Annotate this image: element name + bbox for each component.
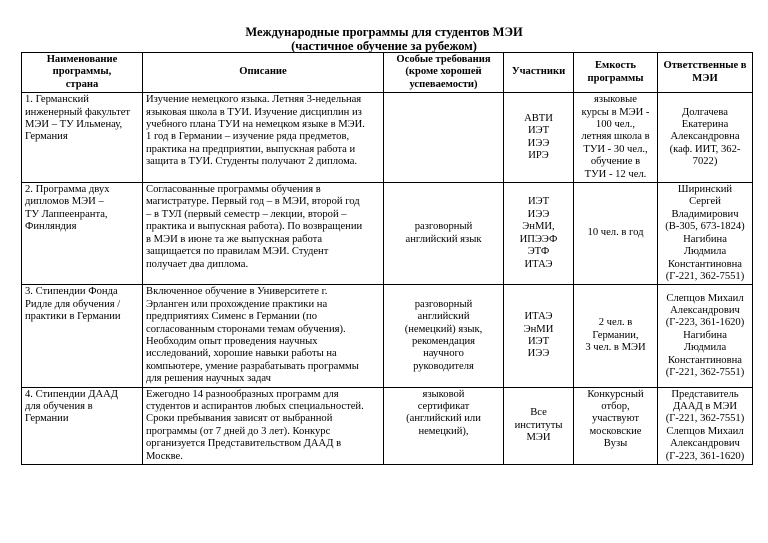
cell-line: Слепцов Михаил xyxy=(666,425,744,437)
cell-line: 100 чел., xyxy=(595,119,636,131)
cell-line: Нагибина xyxy=(683,329,727,341)
cell-participants xyxy=(504,183,574,285)
cell-line: ТУИ - 30 чел., xyxy=(583,143,648,155)
cell-requirements xyxy=(384,387,504,464)
cell-line: для обучения в xyxy=(25,400,93,412)
cell-line: согласованным сторонами темам обучения). xyxy=(146,323,346,335)
cell-line: ТУ Лаппеенранта, xyxy=(25,208,108,220)
cell-line: Константиновна xyxy=(668,354,742,366)
cell-line: организуется Представительством ДААД в xyxy=(146,438,342,450)
cell-line: Долгачева xyxy=(682,106,728,118)
cell-line: Изучение немецкого языка. Летняя 3-недельная xyxy=(146,94,362,106)
cell-capacity xyxy=(574,183,658,285)
cell-line: Ридле для обучения / xyxy=(25,298,121,310)
cell-line: практика и выпускная работа). По возвращении xyxy=(146,221,363,233)
cell-line: Ежегодно 14 разнообразных программ для xyxy=(146,388,339,400)
cell-line: 4. Стипендии ДААД xyxy=(25,388,118,400)
cell-line: Екатерина xyxy=(681,119,729,131)
cell-line: АВТИ xyxy=(524,112,553,124)
cell-line: студентов и аспирантов любых специальностей. xyxy=(146,400,364,412)
cell-line: ИЭТ xyxy=(527,196,550,208)
cell-line: Германии xyxy=(25,413,69,425)
cell-participants xyxy=(504,285,574,387)
cell-line: Описание xyxy=(239,66,287,78)
cell-line: 1 год в Германии – изучение ряда предметов, xyxy=(146,131,350,143)
cell-line: программы xyxy=(587,72,644,84)
cell-line: Ответственные в xyxy=(663,60,747,72)
cell-line: (немецкий) язык, xyxy=(404,323,483,335)
cell-line: Представитель xyxy=(671,388,739,400)
cell-line: (Г-223, 361-1620) xyxy=(665,450,745,462)
cell-line: (Г-221, 362-7551) xyxy=(665,413,745,425)
cell-description xyxy=(143,183,384,285)
cell-line: 1. Германский xyxy=(25,94,89,106)
cell-line: ИРЭ xyxy=(528,150,549,162)
header-responsible xyxy=(658,53,753,93)
cell-responsible xyxy=(658,285,753,387)
cell-line: 10 чел. в год xyxy=(587,227,644,239)
cell-line: – в ТУЛ (первый семестр – лекции, второй – xyxy=(146,208,347,220)
table-row xyxy=(22,387,753,464)
cell-line: 2. Программа двух xyxy=(25,184,110,196)
cell-line: немецкий), xyxy=(418,425,469,437)
cell-responsible xyxy=(658,387,753,464)
cell-line: Людмила xyxy=(683,246,727,258)
cell-line: практика на предприятии, выпускная работа и xyxy=(146,143,356,155)
cell-program-name xyxy=(22,285,143,387)
cell-line: (кроме хорошей xyxy=(405,66,482,78)
cell-line: разговорный xyxy=(414,221,473,233)
cell-line: (Г-221, 362-7551) xyxy=(665,270,745,282)
cell-line: Александровна xyxy=(670,131,740,143)
cell-line: защита в ТУИ. Студенты получают 2 диплома. xyxy=(146,156,358,168)
page-title: Международные программы для студентов МЭИ xyxy=(245,25,523,39)
programs-table xyxy=(21,52,753,465)
cell-line: (каф. ИИТ, 362- xyxy=(669,143,741,155)
cell-line: Германии, xyxy=(592,329,639,341)
cell-participants xyxy=(504,387,574,464)
table-row xyxy=(22,93,753,183)
cell-line: ТУИ - 12 чел. xyxy=(584,168,647,180)
cell-line: защищается по правилам МЭИ. Студент xyxy=(146,246,329,258)
cell-line: для решения научных задач xyxy=(146,373,271,385)
cell-line: Слепцов Михаил xyxy=(666,292,744,304)
cell-line: исследований, хорошие навыки работы на xyxy=(146,348,337,360)
cell-line: Наименование xyxy=(46,54,118,65)
cell-line: 3. Стипендии Фонда xyxy=(25,286,118,298)
cell-line: ИТАЭ xyxy=(524,258,553,270)
cell-line: программы (от 7 дней до 3 лет). Конкурс xyxy=(146,425,331,437)
cell-line: ЭнМИ xyxy=(523,323,554,335)
cell-line: московские xyxy=(589,425,642,437)
cell-line: Нагибина xyxy=(683,233,727,245)
table-row xyxy=(22,285,753,387)
cell-line: ЭТФ xyxy=(527,246,550,258)
cell-line: МЭИ xyxy=(692,72,718,84)
cell-line: получает два диплома. xyxy=(146,258,249,270)
cell-line: ИЭТ xyxy=(527,335,550,347)
cell-line: страна xyxy=(65,78,99,90)
cell-line: институты xyxy=(514,419,563,431)
cell-line: разговорный xyxy=(414,298,473,310)
cell-line: 7022) xyxy=(692,156,718,168)
header-name xyxy=(22,53,143,93)
cell-line: Необходим опыт проведения научных xyxy=(146,335,318,347)
cell-line: магистратуре. Первый год – в МЭИ, второй год xyxy=(146,196,360,208)
cell-line: Сроки пребывания зависят от выбранной xyxy=(146,413,333,425)
cell-line: Вузы xyxy=(603,438,628,450)
cell-line: Александрович xyxy=(670,304,740,316)
cell-line: летняя школа в xyxy=(581,131,650,143)
header-capacity xyxy=(574,53,658,93)
cell-line: научного xyxy=(423,348,464,360)
cell-line: Константиновна xyxy=(668,258,742,270)
cell-program-name xyxy=(22,93,143,183)
cell-line: Москве. xyxy=(146,450,183,462)
cell-description xyxy=(143,285,384,387)
cell-line: предприятиях Сименс в Германии (по xyxy=(146,311,317,323)
cell-requirements xyxy=(384,285,504,387)
table-row xyxy=(22,183,753,285)
cell-line: Эрланген или прохождение практики на xyxy=(146,298,328,310)
cell-line: 2 чел. в xyxy=(598,317,633,329)
cell-requirements xyxy=(384,93,504,183)
cell-description xyxy=(143,387,384,464)
cell-line: в МЭИ в июне та же выпускная работа xyxy=(146,233,323,245)
cell-line: языковая школа в ТУИ. Изучение дисциплин из xyxy=(146,106,362,118)
cell-line: Александрович xyxy=(670,438,740,450)
cell-program-name xyxy=(22,183,143,285)
cell-line: языковой xyxy=(422,388,465,400)
cell-line: английский язык xyxy=(405,233,482,245)
cell-line: Особые требования xyxy=(396,54,491,65)
cell-line: ИЭЭ xyxy=(527,348,550,360)
cell-line: обучение в xyxy=(590,156,641,168)
cell-line: Финляндия xyxy=(25,221,77,233)
cell-line: сертификат xyxy=(417,400,470,412)
cell-line: Согласованные программы обучения в xyxy=(146,184,321,196)
cell-line: инженерный факультет xyxy=(25,106,131,118)
cell-line: языковые xyxy=(594,94,637,106)
cell-line: учебного плана ТУИ на немецком языке в МЭИ. xyxy=(146,119,365,131)
table-header-row xyxy=(22,53,753,93)
cell-line: Конкурсный xyxy=(587,388,644,400)
cell-capacity xyxy=(574,285,658,387)
cell-line: Участники xyxy=(511,66,566,78)
cell-line: Владимирович xyxy=(671,208,739,220)
cell-line: (В-305, 673-1824) xyxy=(665,221,745,233)
cell-program-name xyxy=(22,387,143,464)
cell-line: Все xyxy=(530,407,547,419)
cell-line: Включенное обучение в Университете г. xyxy=(146,286,328,298)
page-subtitle: (частичное обучение за рубежом) xyxy=(291,39,477,53)
cell-line: Сергей xyxy=(689,196,721,208)
cell-line: дипломов МЭИ – xyxy=(25,196,104,208)
cell-capacity xyxy=(574,387,658,464)
cell-line: ИЭЭ xyxy=(527,208,550,220)
cell-line: курсы в МЭИ - xyxy=(581,106,650,118)
cell-line: Людмила xyxy=(683,342,727,354)
cell-line: компьютере, умение разрабатывать программы xyxy=(146,360,359,372)
cell-line: МЭИ – ТУ Ильменау, xyxy=(25,119,123,131)
cell-line: рекомендация xyxy=(411,335,476,347)
cell-line: ИПЭЭФ xyxy=(519,233,558,245)
cell-line: практики в Германии xyxy=(25,311,121,323)
cell-requirements xyxy=(384,183,504,285)
cell-line: ЭнМИ, xyxy=(522,221,555,233)
cell-line: (Г-223, 361-1620) xyxy=(665,317,745,329)
cell-line: Ширинский xyxy=(677,184,733,196)
cell-line: ДААД в МЭИ xyxy=(672,400,738,412)
cell-line: программы, xyxy=(52,66,112,78)
cell-line: МЭИ xyxy=(526,431,551,443)
cell-responsible xyxy=(658,183,753,285)
cell-line: Германия xyxy=(25,131,68,143)
cell-capacity xyxy=(574,93,658,183)
cell-line: участвуют xyxy=(592,413,639,425)
cell-participants xyxy=(504,93,574,183)
cell-line: английский xyxy=(417,311,470,323)
cell-line: руководителя xyxy=(413,360,474,372)
cell-line: Емкость xyxy=(594,60,637,72)
cell-line: (Г-221, 362-7551) xyxy=(665,366,745,378)
header-participants xyxy=(504,53,574,93)
cell-line: отбор, xyxy=(601,400,630,412)
cell-line: ИЭТ xyxy=(527,125,550,137)
cell-line: 3 чел. в МЭИ xyxy=(585,342,646,354)
cell-line: (английский или xyxy=(406,413,481,425)
cell-description xyxy=(143,93,384,183)
cell-line: ИТАЭ xyxy=(524,311,553,323)
cell-line: успеваемости) xyxy=(409,78,478,90)
cell-line: ИЭЭ xyxy=(527,137,550,149)
cell-responsible xyxy=(658,93,753,183)
header-description xyxy=(143,53,384,93)
header-requirements xyxy=(384,53,504,93)
